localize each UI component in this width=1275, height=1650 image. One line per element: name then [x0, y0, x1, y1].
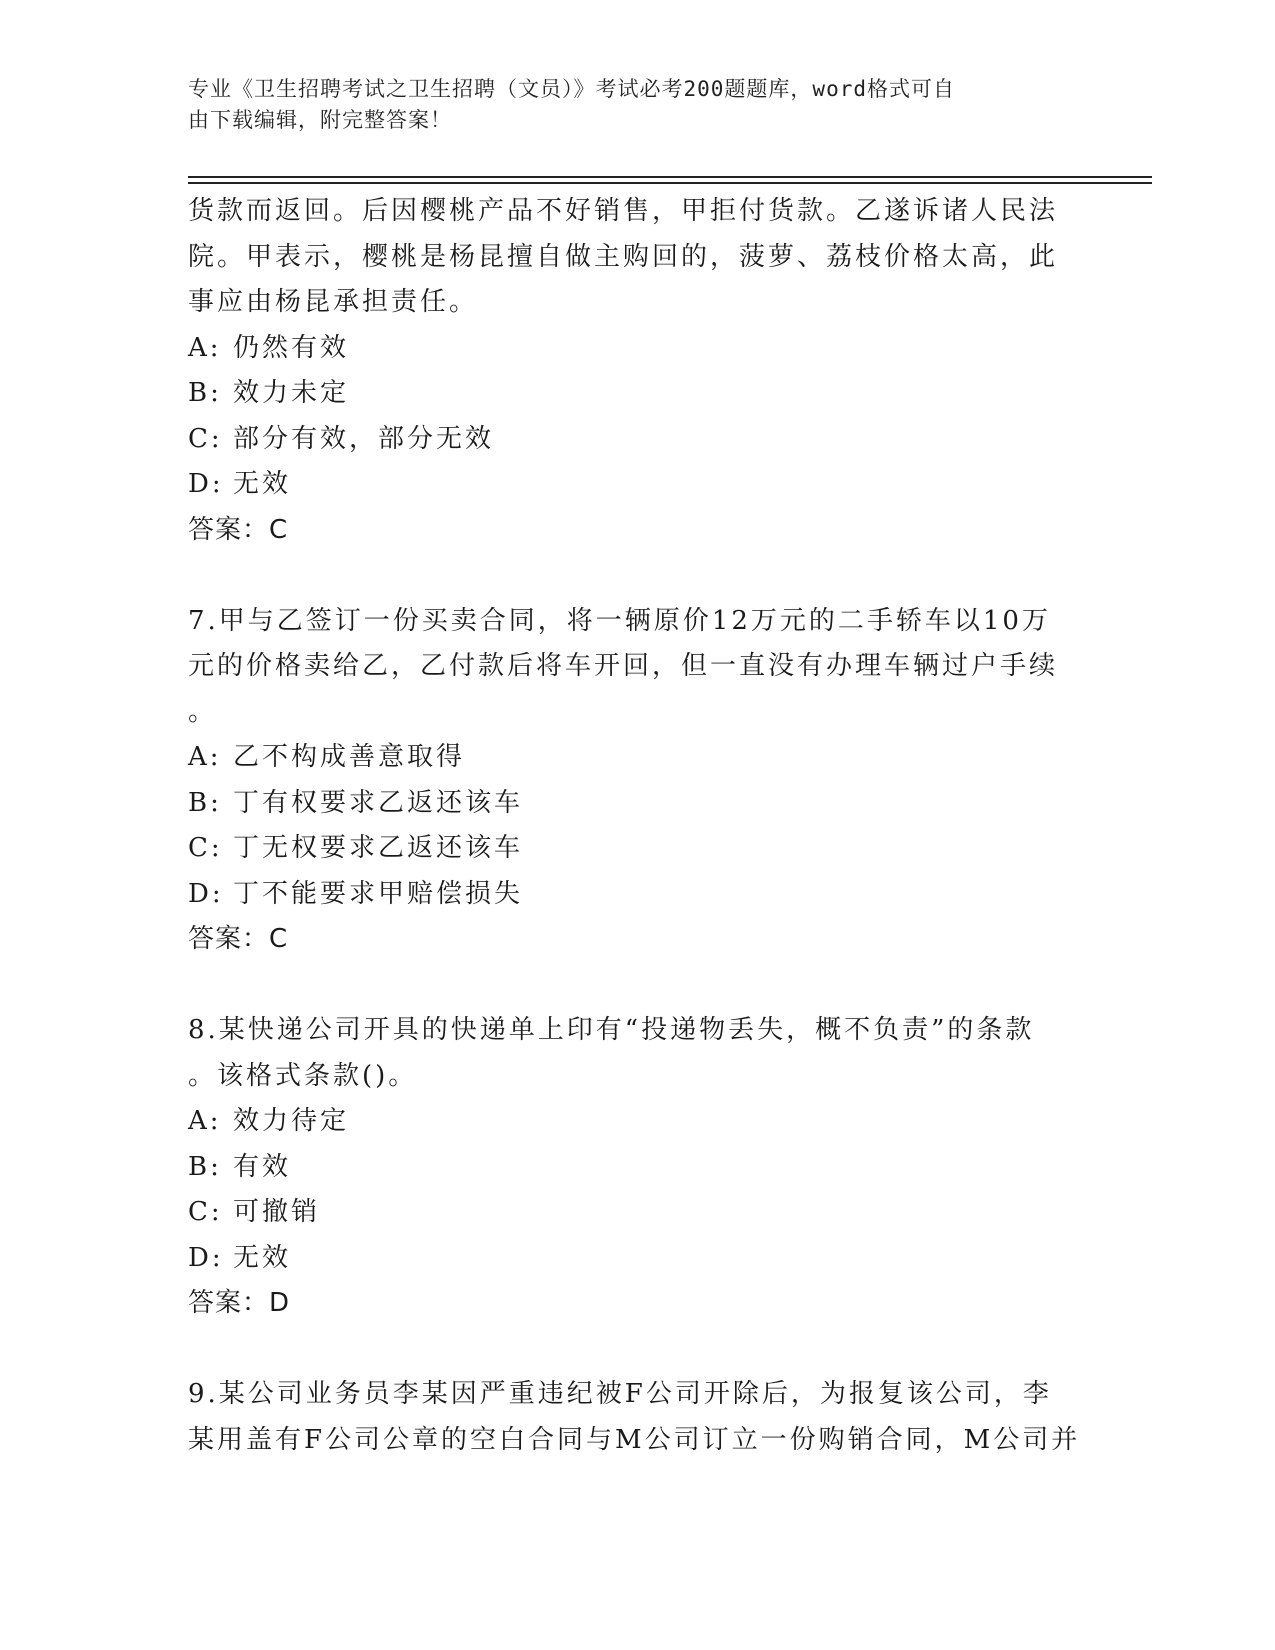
question-spacer — [188, 553, 1088, 599]
option-a — [188, 735, 1088, 781]
option-b — [188, 781, 1088, 827]
option-key: B: — [188, 378, 222, 408]
option-b — [188, 371, 1088, 417]
question-8 — [188, 1008, 1088, 1327]
option-c — [188, 826, 1088, 872]
option-d — [188, 462, 1088, 508]
option-c — [188, 1190, 1088, 1236]
option-key: C: — [188, 833, 223, 863]
question-text-line: 9.某公司业务员李某因严重违纪被F公司开除后，为报复该公司，李 — [188, 1379, 1052, 1409]
option-text: 无效 — [233, 469, 292, 499]
option-text: 无效 — [233, 1242, 292, 1273]
question-text-line: 8.某快递公司开具的快递单上印有“投递物丢失，概不负责”的条款 — [188, 1015, 1035, 1045]
option-d — [188, 1236, 1088, 1282]
header-line-2: 由下载编辑，附完整答案！ — [188, 108, 452, 132]
option-key: D: — [188, 469, 224, 499]
question-text-line: 货款而返回。后因樱桃产品不好销售，甲拒付货款。乙遂诉诸人民法 — [188, 196, 1059, 226]
option-text: 丁有权要求乙返还该车 — [233, 787, 524, 818]
option-b — [188, 1145, 1088, 1191]
option-text: 乙不构成善意取得 — [233, 742, 466, 772]
option-key: B: — [188, 1151, 222, 1182]
question-text-line: 某用盖有F公司公章的空白合同与M公司订立一份购销合同，M公司并 — [188, 1424, 1081, 1455]
option-a — [188, 326, 1088, 372]
option-text: 丁无权要求乙返还该车 — [233, 833, 524, 863]
option-text: 有效 — [233, 1151, 292, 1182]
question-text-line: 。该格式条款()。 — [188, 1060, 418, 1091]
option-key: D: — [188, 878, 224, 909]
option-text: 效力待定 — [233, 1106, 350, 1136]
header-rule-top — [188, 176, 1152, 178]
option-a — [188, 1099, 1088, 1145]
question-spacer — [188, 1327, 1088, 1373]
question-text-line: 7.甲与乙签订一份买卖合同，将一辆原价12万元的二手轿车以10万 — [188, 605, 1051, 636]
option-text: 效力未定 — [233, 378, 350, 408]
option-key: D: — [188, 1242, 224, 1273]
answer-line: 答案：C — [188, 514, 289, 545]
answer-line: 答案：C — [188, 924, 289, 954]
question-text-line: 。 — [188, 696, 218, 727]
option-text: 可撤销 — [233, 1197, 321, 1227]
option-c — [188, 417, 1088, 463]
question-text-line: 元的价格卖给乙，乙付款后将车开回，但一直没有办理车辆过户手续 — [188, 651, 1059, 681]
option-d — [188, 872, 1088, 918]
question-text-line: 事应由杨昆承担责任。 — [188, 287, 479, 317]
option-key: A: — [188, 742, 222, 772]
question-7 — [188, 599, 1088, 963]
option-text: 部分有效，部分无效 — [233, 423, 495, 454]
option-key: A: — [188, 332, 222, 363]
question-text-line: 院。甲表示，樱桃是杨昆擅自做主购回的，菠萝、荔枝价格太高，此 — [188, 241, 1059, 272]
document-header — [188, 74, 1068, 136]
option-key: C: — [188, 423, 223, 454]
option-key: C: — [188, 1197, 223, 1227]
option-key: B: — [188, 787, 222, 818]
option-text: 丁不能要求甲赔偿损失 — [233, 878, 524, 909]
option-text: 仍然有效 — [233, 332, 350, 363]
question-spacer — [188, 963, 1088, 1009]
option-key: A: — [188, 1106, 222, 1136]
document-body — [188, 189, 1088, 1463]
answer-line: 答案：D — [188, 1288, 291, 1318]
header-line-1: 专业《卫生招聘考试之卫生招聘（文员）》考试必考200题题库，word格式可自 — [188, 77, 955, 101]
question-continuation — [188, 189, 1088, 553]
header-rule-bottom — [188, 182, 1152, 184]
question-9 — [188, 1372, 1088, 1463]
